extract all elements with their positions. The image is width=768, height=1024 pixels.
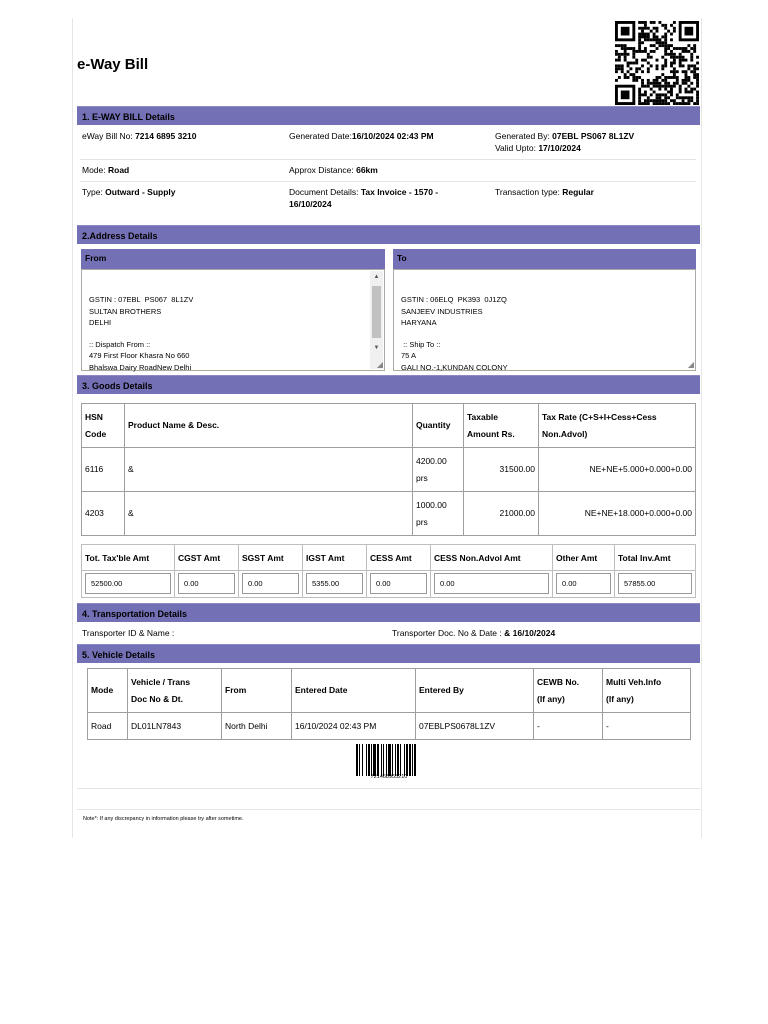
qty-cell: 1000.00 prs (413, 492, 464, 536)
totals-table (81, 544, 696, 598)
footer-note: Note*: If any discrepancy in information please try after sometime. (83, 816, 244, 822)
table-row (82, 492, 696, 536)
generated-by-field: Generated By: 07EBL PS067 8L1ZV (495, 131, 635, 141)
sgst-amt-input[interactable]: 0.00 (242, 573, 299, 594)
hsn-cell: 6116 (82, 448, 125, 492)
mode-cell: Road (88, 713, 128, 740)
hsn-cell: 4203 (82, 492, 125, 536)
eway-bill-page (72, 18, 702, 838)
total-taxable-amt (82, 571, 175, 598)
column-header: CESS Non.Advol Amt (431, 545, 553, 571)
column-header: Product Name & Desc. (125, 404, 413, 448)
column-header: SGST Amt (239, 545, 303, 571)
cess-non-advol-amt (431, 571, 553, 598)
totals-header-row (82, 545, 696, 571)
resize-grip-icon[interactable]: ◢ (376, 360, 383, 369)
type-field: Type: Outward - Supply (82, 187, 176, 197)
cgst-amt (175, 571, 239, 598)
from-address-text: GSTIN : 07EBL PS067 8L1ZV SULTAN BROTHERS DELHI :: Dispatch From :: 479 First Floor Khasra No 660 Bhalswa Dairy RoadNew Delhi (89, 295, 194, 372)
vehicle-table (87, 668, 691, 740)
cgst-amt-input[interactable]: 0.00 (178, 573, 235, 594)
total-inv-amt-input[interactable]: 57855.00 (618, 573, 692, 594)
ewb-no-field: eWay Bill No: 7214 6895 3210 (82, 131, 197, 141)
barcode-icon (356, 744, 422, 776)
column-header: Entered Date (292, 669, 416, 713)
cewb-cell: - (534, 713, 603, 740)
total-taxable-amt-input[interactable]: 52500.00 (85, 573, 171, 594)
page-title: e-Way Bill (77, 56, 149, 73)
desc-cell: & (125, 492, 413, 536)
mode-field: Mode: Road (82, 165, 130, 175)
scroll-down-icon[interactable]: ▼ (373, 345, 380, 351)
column-header: IGST Amt (303, 545, 367, 571)
column-header: CESS Amt (367, 545, 431, 571)
amount-cell: 21000.00 (464, 492, 539, 536)
from-address-textarea[interactable] (81, 269, 385, 371)
vehicle-header-row (88, 669, 691, 713)
table-row (88, 713, 691, 740)
tax-rate-cell: NE+NE+18.000+0.000+0.00 (539, 492, 696, 536)
entered-by-cell: 07EBLPS0678L1ZV (416, 713, 534, 740)
totals-value-row (82, 571, 696, 598)
other-amt-input[interactable]: 0.00 (556, 573, 611, 594)
to-address-textarea[interactable] (393, 269, 696, 371)
entered-date-cell: 16/10/2024 02:43 PM (292, 713, 416, 740)
column-header: Entered By (416, 669, 534, 713)
scroll-thumb[interactable] (372, 286, 381, 338)
from-scrollbar[interactable] (370, 271, 383, 369)
desc-cell: & (125, 448, 413, 492)
column-header: From (222, 669, 292, 713)
section-header-goods: 3. Goods Details (77, 375, 700, 394)
cess-non-advol-amt-input[interactable]: 0.00 (434, 573, 549, 594)
resize-grip-icon[interactable]: ◢ (687, 360, 694, 369)
column-header: Total Inv.Amt (615, 545, 696, 571)
qr-code-icon (614, 21, 700, 105)
document-details-field: Document Details: Tax Invoice - 1570 - 16/10/2024 (289, 187, 439, 209)
divider (77, 788, 700, 789)
column-header: Mode (88, 669, 128, 713)
to-header: To (393, 249, 696, 269)
table-row (82, 448, 696, 492)
igst-amt (303, 571, 367, 598)
vehicle-no-cell: DL01LN7843 (128, 713, 222, 740)
distance-field: Approx Distance: 66km (289, 165, 378, 175)
tax-rate-cell: NE+NE+5.000+0.000+0.00 (539, 448, 696, 492)
column-header: Other Amt (553, 545, 615, 571)
transaction-type-field: Transaction type: Regular (495, 187, 594, 197)
to-address-text: GSTIN : 06ELQ PK393 0J1ZQ SANJEEV INDUSTRIES HARYANA :: Ship To :: 75 A GALI NO.-1,KUNDAN COLONY (401, 295, 508, 372)
qty-cell: 4200.00 prs (413, 448, 464, 492)
total-inv-amt (615, 571, 696, 598)
goods-table (81, 403, 696, 536)
column-header: Vehicle / Trans Doc No & Dt. (128, 669, 222, 713)
cess-amt-input[interactable]: 0.00 (370, 573, 427, 594)
transporter-id-field: Transporter ID & Name : (82, 628, 175, 638)
goods-header-row (82, 404, 696, 448)
divider (77, 809, 700, 810)
section-header-address: 2.Address Details (77, 225, 700, 244)
amount-cell: 31500.00 (464, 448, 539, 492)
column-header: Taxable Amount Rs. (464, 404, 539, 448)
scroll-up-icon[interactable]: ▲ (373, 274, 380, 280)
column-header: Quantity (413, 404, 464, 448)
column-header: Tax Rate (C+S+I+Cess+Cess Non.Advol) (539, 404, 696, 448)
section-header-vehicle: 5. Vehicle Details (77, 644, 700, 663)
column-header: HSN Code (82, 404, 125, 448)
divider (80, 181, 696, 182)
sgst-amt (239, 571, 303, 598)
igst-amt-input[interactable]: 5355.00 (306, 573, 363, 594)
valid-upto-field: Valid Upto: 17/10/2024 (495, 143, 581, 153)
transporter-doc-field: Transporter Doc. No & Date : & 16/10/2024 (392, 628, 556, 638)
column-header: CGST Amt (175, 545, 239, 571)
column-header: Tot. Tax'ble Amt (82, 545, 175, 571)
other-amt (553, 571, 615, 598)
from-header: From (81, 249, 385, 269)
section-header-transportation: 4. Transportation Details (77, 603, 700, 622)
cess-amt (367, 571, 431, 598)
column-header: CEWB No. (If any) (534, 669, 603, 713)
column-header: Multi Veh.Info (If any) (603, 669, 691, 713)
section-header-ewb-details: 1. E-WAY BILL Details (77, 106, 700, 125)
from-cell: North Delhi (222, 713, 292, 740)
multi-veh-cell: - (603, 713, 691, 740)
generated-date-field: Generated Date:16/10/2024 02:43 PM (289, 131, 434, 141)
divider (80, 159, 696, 160)
barcode-number: 721468953210 (370, 774, 408, 780)
